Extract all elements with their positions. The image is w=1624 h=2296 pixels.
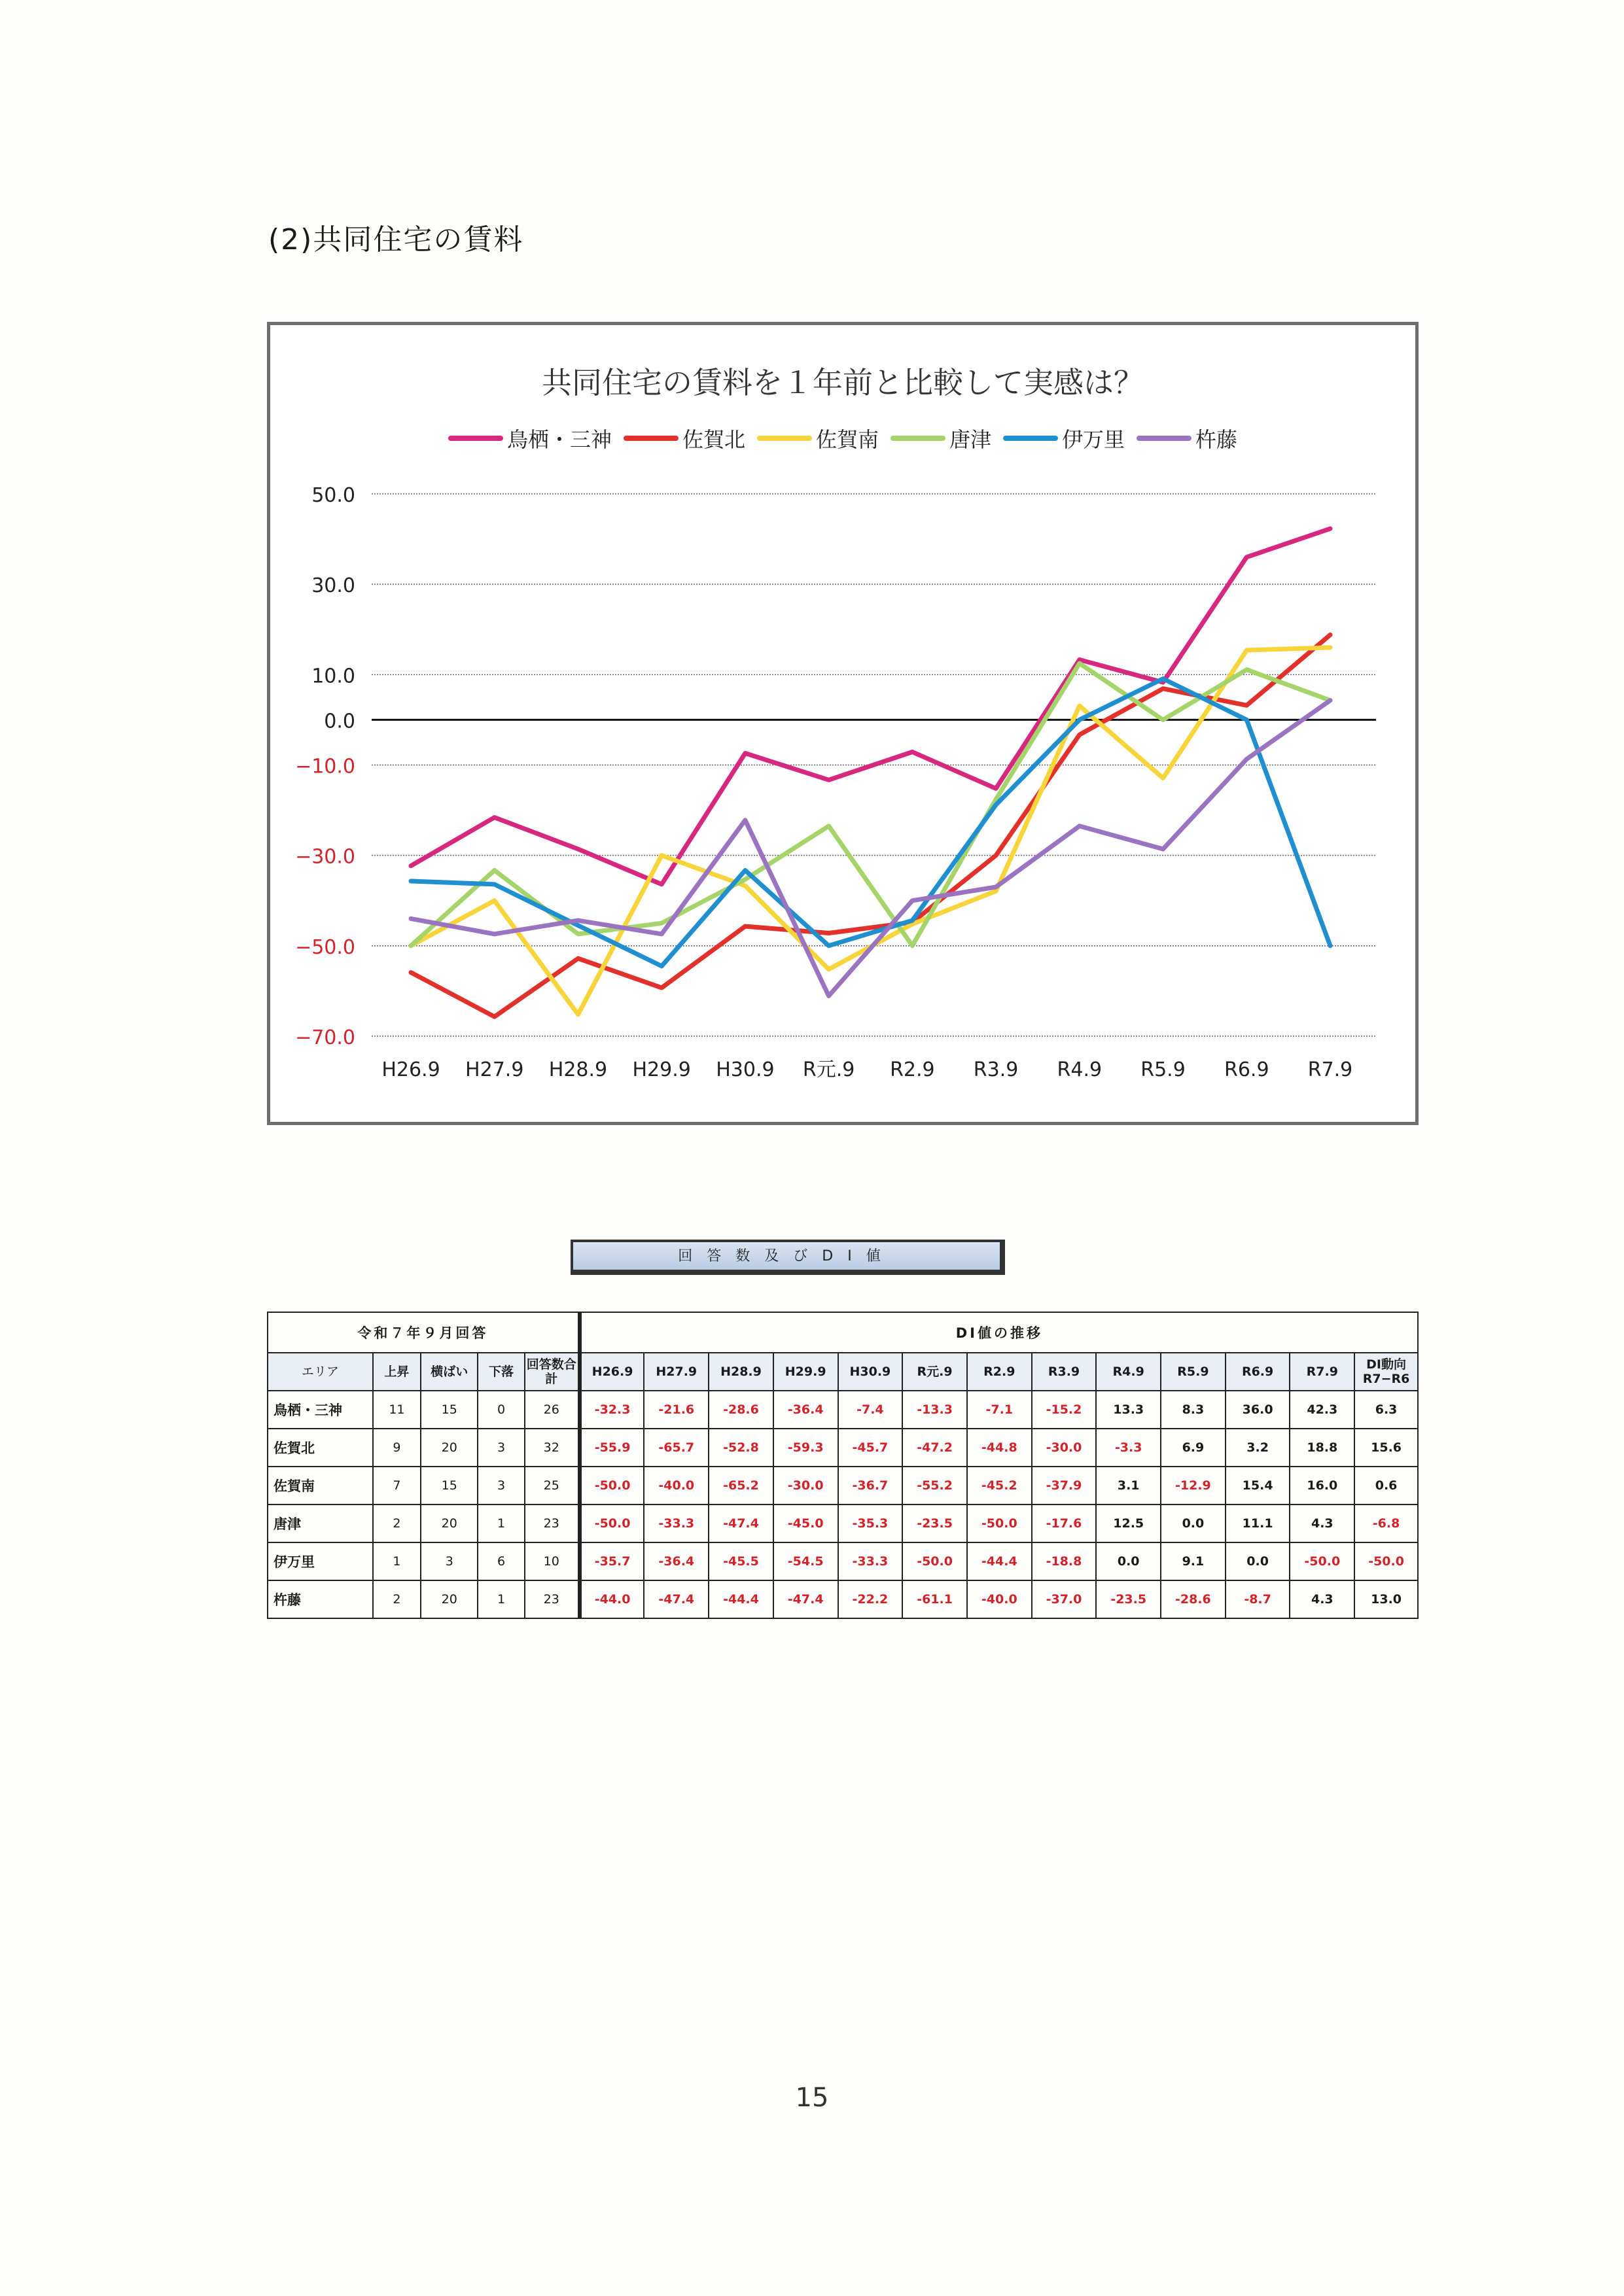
down-count: 6 [478, 1542, 524, 1580]
di-value: -44.4 [967, 1542, 1032, 1580]
di-table [267, 1312, 1419, 1619]
di-value: -21.6 [644, 1391, 709, 1429]
x-tick-label: H26.9 [381, 1058, 440, 1081]
x-tick-label: R3.9 [973, 1058, 1019, 1081]
legend-label: 佐賀北 [682, 427, 745, 452]
total-count: 26 [525, 1391, 580, 1429]
di-value: -3.3 [1096, 1429, 1161, 1467]
di-value: -37.9 [1032, 1467, 1097, 1505]
di-value: -50.0 [1290, 1542, 1354, 1580]
di-value: -50.0 [580, 1467, 644, 1505]
di-value: 0.0 [1226, 1542, 1290, 1580]
di-value: -65.2 [709, 1467, 773, 1505]
col-period: R7.9 [1290, 1353, 1354, 1391]
series-line [411, 529, 1330, 884]
down-count: 3 [478, 1429, 524, 1467]
legend-label: 杵藤 [1195, 427, 1238, 452]
di-value: 4.3 [1290, 1580, 1354, 1618]
up-count: 9 [373, 1429, 421, 1467]
col-total: 回答数合計 [525, 1353, 580, 1391]
area-cell: 佐賀南 [268, 1467, 373, 1505]
di-value: -36.4 [773, 1391, 838, 1429]
di-value: -55.9 [580, 1429, 644, 1467]
col-period: R2.9 [967, 1353, 1032, 1391]
col-period: H27.9 [644, 1353, 709, 1391]
x-tick-label: R4.9 [1057, 1058, 1103, 1081]
di-value: -23.5 [1096, 1580, 1161, 1618]
di-value: -30.0 [1032, 1429, 1097, 1467]
x-tick-label: H27.9 [465, 1058, 524, 1081]
table-row [268, 1580, 1418, 1618]
di-value: -45.7 [838, 1429, 903, 1467]
di-value: -36.7 [838, 1467, 903, 1505]
down-count: 0 [478, 1391, 524, 1429]
total-count: 23 [525, 1505, 580, 1542]
di-value: -15.2 [1032, 1391, 1097, 1429]
di-value: 15.4 [1226, 1467, 1290, 1505]
di-value: -55.2 [902, 1467, 967, 1505]
x-tick-label: R6.9 [1224, 1058, 1269, 1081]
di-value: -52.8 [709, 1429, 773, 1467]
di-value: -61.1 [902, 1580, 967, 1618]
di-value: 8.3 [1161, 1391, 1226, 1429]
flat-count: 15 [421, 1391, 478, 1429]
section-heading: (2)共同住宅の賃料 [268, 223, 524, 256]
down-count: 3 [478, 1467, 524, 1505]
area-cell: 伊万里 [268, 1542, 373, 1580]
col-flat: 横ばい [421, 1353, 478, 1391]
di-value: -44.8 [967, 1429, 1032, 1467]
di-value: -37.0 [1032, 1580, 1097, 1618]
di-value: 9.1 [1161, 1542, 1226, 1580]
col-period: R5.9 [1161, 1353, 1226, 1391]
series-line [411, 701, 1330, 996]
legend-label: 伊万里 [1062, 427, 1125, 452]
x-tick-label: R7.9 [1307, 1058, 1353, 1081]
di-trend: -50.0 [1354, 1542, 1418, 1580]
di-value: 13.3 [1096, 1391, 1161, 1429]
area-cell: 佐賀北 [268, 1429, 373, 1467]
line-chart [267, 322, 1419, 1125]
di-value: 18.8 [1290, 1429, 1354, 1467]
di-value: -44.0 [580, 1580, 644, 1618]
di-value: -35.3 [838, 1505, 903, 1542]
col-period: R元.9 [902, 1353, 967, 1391]
legend-label: 鳥栖・三神 [506, 427, 612, 452]
y-tick-label: −70.0 [295, 1026, 355, 1049]
di-value: 11.1 [1226, 1505, 1290, 1542]
di-trend: 0.6 [1354, 1467, 1418, 1505]
di-value: -36.4 [644, 1542, 709, 1580]
di-value: -47.4 [773, 1580, 838, 1618]
di-value: -33.3 [838, 1542, 903, 1580]
y-tick-label: −10.0 [295, 755, 355, 778]
di-value: -28.6 [1161, 1580, 1226, 1618]
x-tick-label: R2.9 [890, 1058, 935, 1081]
di-value: -17.6 [1032, 1505, 1097, 1542]
di-value: -22.2 [838, 1580, 903, 1618]
up-count: 1 [373, 1542, 421, 1580]
flat-count: 20 [421, 1429, 478, 1467]
up-count: 2 [373, 1580, 421, 1618]
di-trend: 13.0 [1354, 1580, 1418, 1618]
flat-count: 15 [421, 1467, 478, 1505]
di-value: -65.7 [644, 1429, 709, 1467]
di-value: 3.1 [1096, 1467, 1161, 1505]
down-count: 1 [478, 1505, 524, 1542]
di-header: DI値の推移 [580, 1312, 1418, 1353]
di-value: -44.4 [709, 1580, 773, 1618]
up-count: 11 [373, 1391, 421, 1429]
col-period: H26.9 [580, 1353, 644, 1391]
di-value: -32.3 [580, 1391, 644, 1429]
legend-label: 唐津 [949, 427, 992, 452]
di-value: -45.5 [709, 1542, 773, 1580]
flat-count: 20 [421, 1505, 478, 1542]
y-tick-label: 10.0 [311, 665, 355, 688]
y-tick-label: 30.0 [311, 574, 355, 598]
di-value: -50.0 [580, 1505, 644, 1542]
up-count: 2 [373, 1505, 421, 1542]
up-count: 7 [373, 1467, 421, 1505]
x-tick-label: H29.9 [632, 1058, 691, 1081]
di-value: -54.5 [773, 1542, 838, 1580]
col-period: H29.9 [773, 1353, 838, 1391]
di-value: -23.5 [902, 1505, 967, 1542]
x-tick-label: R元.9 [802, 1058, 855, 1081]
di-value: -45.2 [967, 1467, 1032, 1505]
di-value: -40.0 [967, 1580, 1032, 1618]
di-value: -45.0 [773, 1505, 838, 1542]
down-count: 1 [478, 1580, 524, 1618]
di-value: 12.5 [1096, 1505, 1161, 1542]
di-value: 36.0 [1226, 1391, 1290, 1429]
di-value: -28.6 [709, 1391, 773, 1429]
page-number: 15 [795, 2083, 829, 2113]
di-trend: -6.8 [1354, 1505, 1418, 1542]
total-count: 32 [525, 1429, 580, 1467]
area-cell: 杵藤 [268, 1580, 373, 1618]
y-tick-label: 50.0 [311, 484, 355, 507]
flat-count: 20 [421, 1580, 478, 1618]
y-tick-label: −50.0 [295, 935, 355, 959]
col-period: H28.9 [709, 1353, 773, 1391]
di-value: -7.4 [838, 1391, 903, 1429]
di-value: 0.0 [1096, 1542, 1161, 1580]
x-tick-label: H30.9 [716, 1058, 775, 1081]
di-value: -13.3 [902, 1391, 967, 1429]
total-count: 25 [525, 1467, 580, 1505]
x-tick-label: H28.9 [548, 1058, 608, 1081]
di-value: -47.2 [902, 1429, 967, 1467]
table-row [268, 1391, 1418, 1429]
di-value: -7.1 [967, 1391, 1032, 1429]
table-row [268, 1542, 1418, 1580]
y-tick-label: −30.0 [295, 845, 355, 869]
di-value: -30.0 [773, 1467, 838, 1505]
chart-title: 共同住宅の賃料を１年前と比較して実感は？ [542, 365, 1144, 400]
legend-label: 佐賀南 [815, 427, 879, 452]
di-value: -40.0 [644, 1467, 709, 1505]
table-row [268, 1505, 1418, 1542]
di-value: -33.3 [644, 1505, 709, 1542]
table-row [268, 1467, 1418, 1505]
di-value: -50.0 [902, 1542, 967, 1580]
x-tick-label: R5.9 [1140, 1058, 1186, 1081]
total-count: 23 [525, 1580, 580, 1618]
total-count: 10 [525, 1542, 580, 1580]
col-period: R4.9 [1096, 1353, 1161, 1391]
col-period: R3.9 [1032, 1353, 1097, 1391]
y-tick-label: 0.0 [324, 710, 355, 733]
di-value: -18.8 [1032, 1542, 1097, 1580]
di-value: -12.9 [1161, 1467, 1226, 1505]
di-value: 6.9 [1161, 1429, 1226, 1467]
area-cell: 唐津 [268, 1505, 373, 1542]
col-period: R6.9 [1226, 1353, 1290, 1391]
table-caption: 回答数及びDI値 [571, 1240, 1005, 1275]
survey-header: 令和７年９月回答 [268, 1312, 580, 1353]
col-period: H30.9 [838, 1353, 903, 1391]
di-value: -35.7 [580, 1542, 644, 1580]
col-down: 下落 [478, 1353, 524, 1391]
col-trend: DI動向R7−R6 [1354, 1353, 1418, 1391]
flat-count: 3 [421, 1542, 478, 1580]
di-trend: 6.3 [1354, 1391, 1418, 1429]
table-row [268, 1429, 1418, 1467]
di-value: 3.2 [1226, 1429, 1290, 1467]
di-value: 4.3 [1290, 1505, 1354, 1542]
di-value: 16.0 [1290, 1467, 1354, 1505]
di-value: 42.3 [1290, 1391, 1354, 1429]
series-line [411, 663, 1330, 946]
di-value: -8.7 [1226, 1580, 1290, 1618]
di-value: -47.4 [644, 1580, 709, 1618]
di-value: -50.0 [967, 1505, 1032, 1542]
area-cell: 鳥栖・三神 [268, 1391, 373, 1429]
di-value: -47.4 [709, 1505, 773, 1542]
di-trend: 15.6 [1354, 1429, 1418, 1467]
di-value: 0.0 [1161, 1505, 1226, 1542]
col-up: 上昇 [373, 1353, 421, 1391]
col-area: エリア [268, 1353, 373, 1391]
chart-plot [270, 325, 1415, 1122]
di-value: -59.3 [773, 1429, 838, 1467]
